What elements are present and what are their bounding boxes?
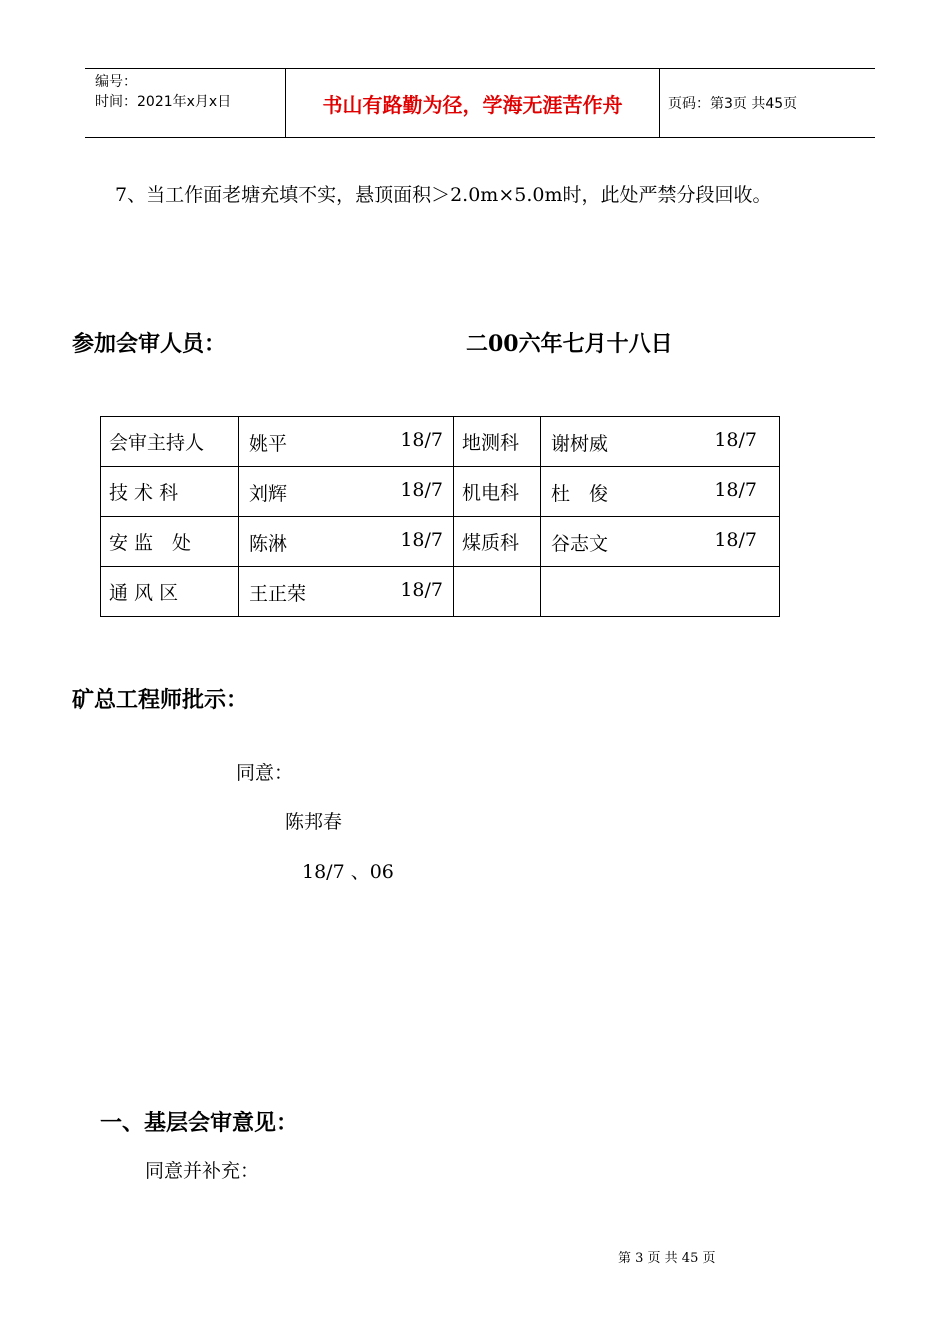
approval-text: 同意： [236, 762, 294, 784]
table-row [101, 417, 780, 467]
page-footer: 第 3 页 共 45 页 [618, 1251, 716, 1266]
person-name: 姚平 [249, 433, 288, 455]
base-opinion-text: 同意并补充： [145, 1160, 260, 1182]
person-cell [541, 517, 780, 567]
review-table [100, 416, 780, 617]
review-date: 18/7 [400, 579, 443, 601]
person-cell [239, 567, 454, 617]
person-name: 王正荣 [249, 583, 307, 605]
person-cell [541, 567, 780, 617]
person-name: 谢树威 [551, 433, 609, 455]
review-date: 18/7 [400, 429, 443, 451]
header-meta-cell [85, 69, 286, 137]
person-cell [541, 467, 780, 517]
dept-cell: 煤质科 [454, 517, 541, 567]
review-date: 18/7 [400, 529, 443, 551]
motto: 书山有路勤为径，学海无涯苦作舟 [286, 69, 660, 137]
dept-cell: 技 术 科 [101, 467, 239, 517]
header-table [85, 68, 875, 138]
dept-cell [454, 567, 541, 617]
person-name: 谷志文 [551, 533, 609, 555]
person-name: 陈淋 [249, 533, 288, 555]
person-cell [239, 517, 454, 567]
person-name: 杜 俊 [551, 483, 609, 505]
signer-name: 陈邦春 [285, 811, 343, 833]
page-info: 页码：第3页 共45页 [668, 96, 798, 112]
table-row [101, 567, 780, 617]
dept-cell: 会审主持人 [101, 417, 239, 467]
dept-cell: 机电科 [454, 467, 541, 517]
item-7-text: 7、当工作面老塘充填不实，悬顶面积＞2.0m×5.0m时，此处严禁分段回收。 [115, 184, 772, 206]
person-cell [541, 417, 780, 467]
review-date: 18/7 [714, 529, 757, 551]
chief-engineer-heading: 矿总工程师批示： [72, 687, 249, 713]
time-label: 时间：2021年x月x日 [95, 94, 232, 110]
review-date: 18/7 [714, 429, 757, 451]
attendees-heading: 参加会审人员： [72, 331, 227, 357]
number-label: 编号： [95, 74, 137, 90]
table-row [101, 517, 780, 567]
review-date: 18/7 [714, 479, 757, 501]
table-row [101, 467, 780, 517]
person-cell [239, 417, 454, 467]
dept-cell: 地测科 [454, 417, 541, 467]
base-opinion-heading: 一、基层会审意见： [100, 1110, 299, 1136]
meeting-date: 二00六年七月十八日 [466, 331, 673, 357]
review-date: 18/7 [400, 479, 443, 501]
person-cell [239, 467, 454, 517]
dept-cell: 安 监 处 [101, 517, 239, 567]
dept-cell: 通 风 区 [101, 567, 239, 617]
person-name: 刘辉 [249, 483, 288, 505]
sign-date: 18/7 、06 [302, 861, 394, 883]
